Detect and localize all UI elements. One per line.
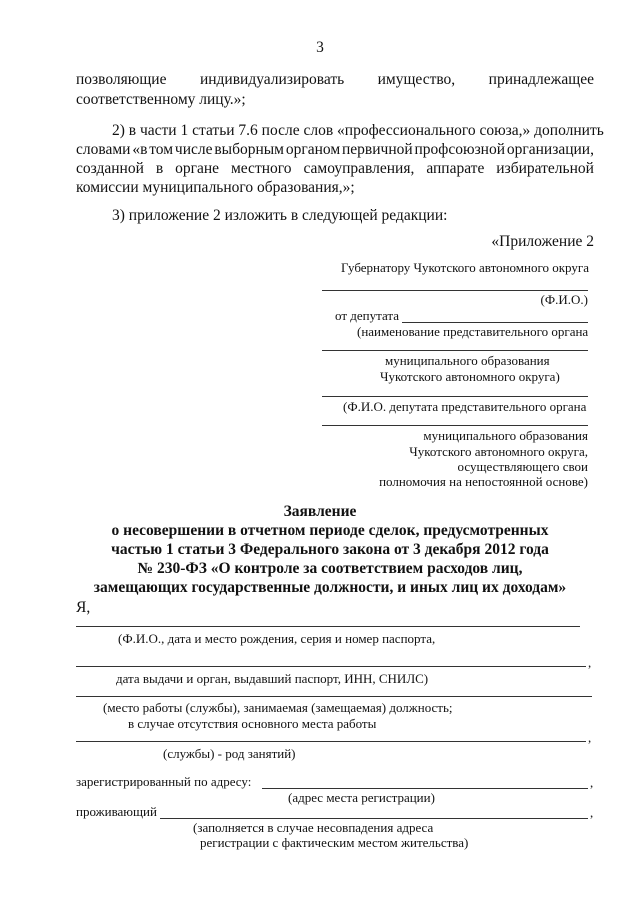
chao-caption-2: Чукотского автономного округа, (409, 444, 588, 459)
word: аппарате (426, 160, 485, 177)
word: «в (132, 141, 148, 158)
word: позволяющие (76, 71, 167, 88)
comma: , (588, 730, 592, 745)
word: организации, (506, 141, 594, 158)
word: органом (285, 141, 341, 158)
blank-line (402, 322, 588, 323)
fill-note-caption: (заполняется в случае несовпадения адреса (193, 820, 434, 835)
fill-line-work[interactable] (76, 696, 592, 697)
word: словами (76, 141, 131, 158)
word: первичной (341, 141, 413, 158)
statement-subtitle-3: № 230-ФЗ «О контроле за соответствием расходов лиц, (137, 560, 523, 577)
word: выборным (214, 141, 284, 158)
chao-caption-1: Чукотского автономного округа) (380, 369, 560, 384)
absence-caption: в случае отсутствия основного места работы (128, 716, 377, 731)
powers-caption: полномочия на непостоянной основе) (379, 474, 588, 489)
item2-line-3 (76, 159, 594, 178)
word: индивидуализировать (199, 71, 345, 88)
fill-line-residence[interactable] (160, 818, 588, 819)
item3: 3) приложение 2 изложить в следующей редакции: (112, 207, 448, 224)
fill-line-registration[interactable] (262, 788, 588, 789)
word: органе (175, 160, 220, 177)
fill-line-occupation[interactable] (76, 741, 586, 742)
item2-line-4: комиссии муниципального образования,»; (76, 179, 355, 196)
statement-title: Заявление (283, 503, 357, 520)
continuation-line-1 (76, 70, 594, 89)
fill-note-caption-2: регистрации с фактическим местом жительства) (200, 835, 469, 850)
word: числе (174, 141, 213, 158)
fio-deputy-caption: (Ф.И.О. депутата представительного органа (343, 399, 587, 414)
municipality-caption-1: муниципального образования (385, 353, 550, 368)
fio-birth-caption: (Ф.И.О., дата и место рождения, серия и номер паспорта, (118, 631, 436, 646)
fill-line-fio[interactable] (76, 626, 580, 627)
statement-subtitle-1: о несовершении в отчетном периоде сделок, предусмотренных (111, 522, 549, 539)
word: самоуправления, (303, 160, 415, 177)
word: том (149, 141, 174, 158)
fill-line-passport[interactable] (76, 666, 586, 667)
page-number: 3 (316, 39, 324, 56)
comma: , (588, 655, 592, 670)
from-deputy-label: от депутата (335, 308, 399, 323)
governor-line: Губернатору Чукотского автономного округа (341, 260, 589, 275)
word: профсоюзной (414, 141, 506, 158)
blank-line (322, 396, 588, 397)
reg-address-caption: (адрес места регистрации) (288, 790, 435, 805)
residing-label: проживающий (76, 804, 157, 819)
word: созданной (76, 160, 144, 177)
body-name-caption: (наименование представительного органа (357, 324, 589, 339)
registered-label: зарегистрированный по адресу: (76, 774, 252, 789)
occupation-caption: (службы) - род занятий) (163, 746, 296, 761)
word: избирательной (496, 160, 594, 177)
word: имущество, (377, 71, 456, 88)
issue-caption: дата выдачи и орган, выдавший паспорт, ИНН, СНИЛС) (116, 671, 429, 686)
municipality-caption-2: муниципального образования (423, 428, 588, 443)
exercising-caption: осуществляющего свои (457, 459, 588, 474)
word: принадлежащее (488, 71, 594, 88)
comma: , (590, 775, 594, 790)
fio-caption: (Ф.И.О.) (540, 292, 588, 307)
comma: , (590, 805, 594, 820)
appendix-label: «Приложение 2 (491, 233, 594, 250)
work-caption: (место работы (службы), занимаемая (замещаемая) должность; (103, 700, 453, 715)
item2-line-1: 2) в части 1 статьи 7.6 после слов «профессионального союза,» дополнить (112, 122, 604, 139)
blank-line (322, 290, 588, 291)
word: местного (230, 160, 292, 177)
item2-line-2 (76, 140, 594, 159)
word: в (155, 160, 164, 177)
blank-line (322, 425, 588, 426)
continuation-line-2: соответственному лицу.»; (76, 91, 246, 108)
statement-subtitle-2: частью 1 статьи 3 Федерального закона от 3 декабря 2012 года (111, 541, 549, 558)
blank-line (322, 350, 588, 351)
ya-label: Я, (76, 599, 91, 616)
statement-subtitle-4: замещающих государственные должности, и иных лиц их доходам» (93, 579, 567, 596)
